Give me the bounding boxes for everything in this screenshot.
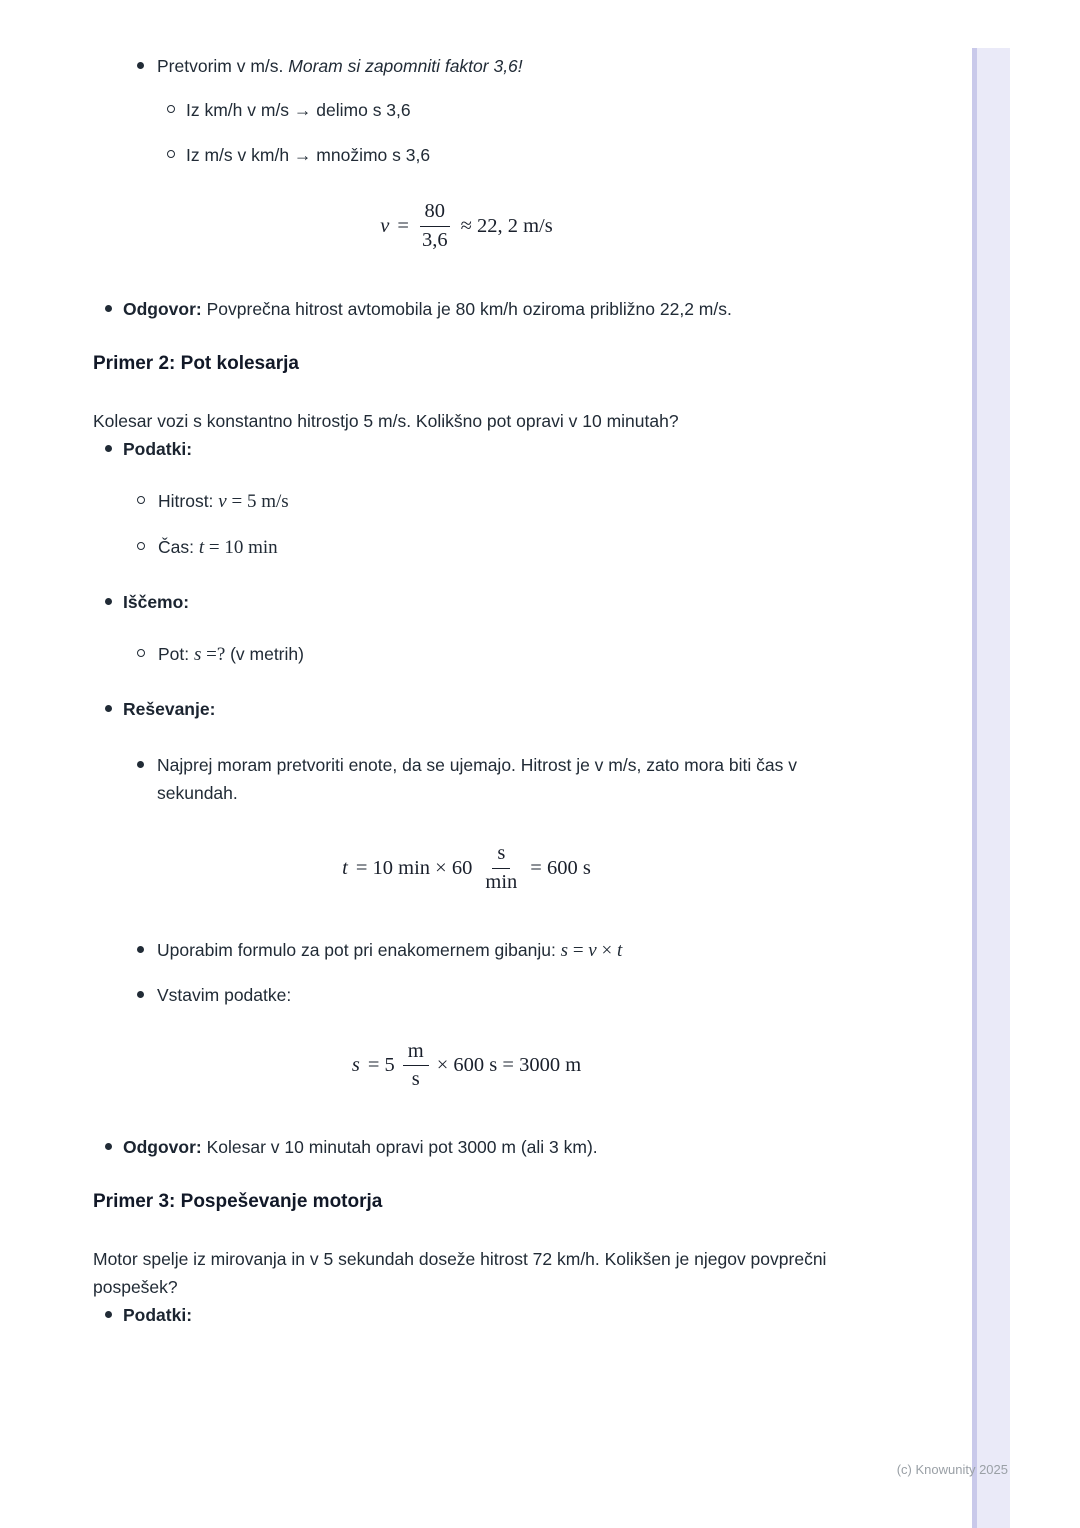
math-variable: s	[351, 1054, 360, 1077]
bullet-icon	[137, 946, 144, 953]
bullet-icon	[137, 761, 144, 768]
watermark: (c) Knowunity 2025	[896, 1462, 1008, 1477]
circle-bullet-icon	[167, 105, 175, 113]
list-item-resevanje	[105, 695, 840, 723]
section-heading-primer2: Primer 2: Pot kolesarja	[93, 353, 299, 375]
iscemo-label: Iščemo:	[123, 592, 190, 613]
fraction-denominator: 3,6	[421, 228, 448, 251]
math-variable: t	[198, 537, 205, 559]
list-item-iscemo	[105, 588, 840, 616]
fraction	[480, 841, 522, 895]
math-variable: t	[342, 857, 348, 880]
math-variable: s	[194, 644, 202, 666]
list-item-kmh-to-ms	[167, 96, 840, 124]
cas-label: Čas:	[158, 537, 199, 558]
bullet-icon	[105, 1311, 112, 1318]
math-value: =?	[201, 644, 231, 666]
math-variable: v	[218, 491, 227, 513]
math-value: = 5 m/s	[226, 491, 289, 513]
fraction	[403, 1039, 429, 1093]
primer3-intro: Motor spelje iz mirovanja in v 5 sekundah doseže hitrost 72 km/h. Kolikšen je njegov povprečni pospešek?	[93, 1248, 827, 1297]
podatki-label: Podatki:	[123, 1304, 193, 1325]
formula-time	[93, 841, 840, 895]
math-variable: t	[616, 939, 623, 961]
list-item-hitrost	[137, 487, 840, 516]
math-operator: ×	[596, 939, 617, 961]
answer-body: Povprečna hitrost avtomobila je 80 km/h oziroma približno 22,2 m/s.	[201, 299, 732, 320]
fraction-denominator: min	[485, 870, 518, 893]
fraction-numerator: m	[403, 1039, 429, 1067]
fraction-denominator: s	[411, 1068, 420, 1091]
answer-text	[123, 295, 840, 323]
math-variable: v	[588, 939, 597, 961]
list-item-text: Uporabim formulo za pot pri enakomernem gibanju:	[157, 939, 561, 960]
resevanje-label: Reševanje:	[123, 699, 216, 720]
formula-velocity	[93, 199, 840, 253]
formula-distance	[93, 1039, 840, 1093]
list-item-pretvorim	[137, 52, 840, 80]
pot-label: Pot:	[158, 644, 194, 665]
fraction-numerator: s	[492, 841, 510, 869]
bullet-icon	[137, 991, 144, 998]
fraction-numerator: 80	[420, 199, 451, 227]
list-item-pot	[137, 640, 840, 669]
circle-bullet-icon	[137, 496, 145, 504]
math-expression: = 10 min × 60	[355, 857, 473, 880]
math-result: = 600 s	[530, 857, 591, 880]
list-item-text: Najprej moram pretvoriti enote, da se ujemajo. Hitrost je v m/s, zato mora biti čas v sekundah.	[157, 755, 797, 804]
bullet-icon	[105, 1143, 112, 1150]
podatki-label: Podatki:	[123, 439, 193, 460]
math-expression: = 5	[367, 1054, 395, 1077]
math-operator: =	[568, 939, 589, 961]
answer-label: Odgovor:	[123, 299, 202, 320]
answer-item	[105, 295, 840, 323]
list-item-text: Iz m/s v km/h → množimo s 3,6	[186, 145, 431, 165]
bullet-icon	[137, 62, 144, 69]
list-item-podatki-3	[105, 1301, 840, 1329]
circle-bullet-icon	[137, 542, 145, 550]
text-normal: Pretvorim v m/s.	[157, 56, 289, 76]
answer-body: Kolesar v 10 minutah opravi pot 3000 m (ali 3 km).	[201, 1136, 598, 1157]
bullet-icon	[105, 445, 112, 452]
section-heading-primer3: Primer 3: Pospeševanje motorja	[93, 1190, 383, 1212]
math-result: ≈ 22, 2 m/s	[460, 214, 553, 237]
math-value: = 10 min	[204, 537, 278, 559]
pot-note: (v metrih)	[230, 644, 304, 665]
list-item-ms-to-kmh	[167, 141, 840, 169]
answer-item	[105, 1133, 840, 1161]
primer2-intro: Kolesar vozi s konstantno hitrostjo 5 m/s. Kolikšno pot opravi v 10 minutah?	[93, 411, 679, 432]
text-italic: Moram si zapomniti faktor 3,6!	[288, 56, 523, 76]
list-item-cas	[137, 533, 840, 562]
circle-bullet-icon	[137, 649, 145, 657]
circle-bullet-icon	[167, 150, 175, 158]
list-item-text: Iz km/h v m/s → delimo s 3,6	[186, 100, 411, 120]
list-item-text: Vstavim podatke:	[157, 984, 292, 1005]
math-variable: v	[380, 214, 390, 237]
answer-label: Odgovor:	[123, 1136, 202, 1157]
bullet-icon	[105, 705, 112, 712]
fraction	[417, 199, 453, 253]
math-operator: =	[397, 214, 409, 237]
bullet-icon	[105, 305, 112, 312]
list-item-insert-data	[137, 981, 840, 1009]
list-item-podatki	[105, 435, 840, 463]
list-item-convert-units	[137, 751, 840, 807]
math-variable: s	[560, 939, 569, 961]
hitrost-label: Hitrost:	[158, 491, 219, 512]
math-result: × 600 s = 3000 m	[436, 1054, 582, 1077]
list-item-text	[157, 52, 840, 80]
list-item-use-formula	[137, 936, 840, 965]
bullet-icon	[105, 598, 112, 605]
